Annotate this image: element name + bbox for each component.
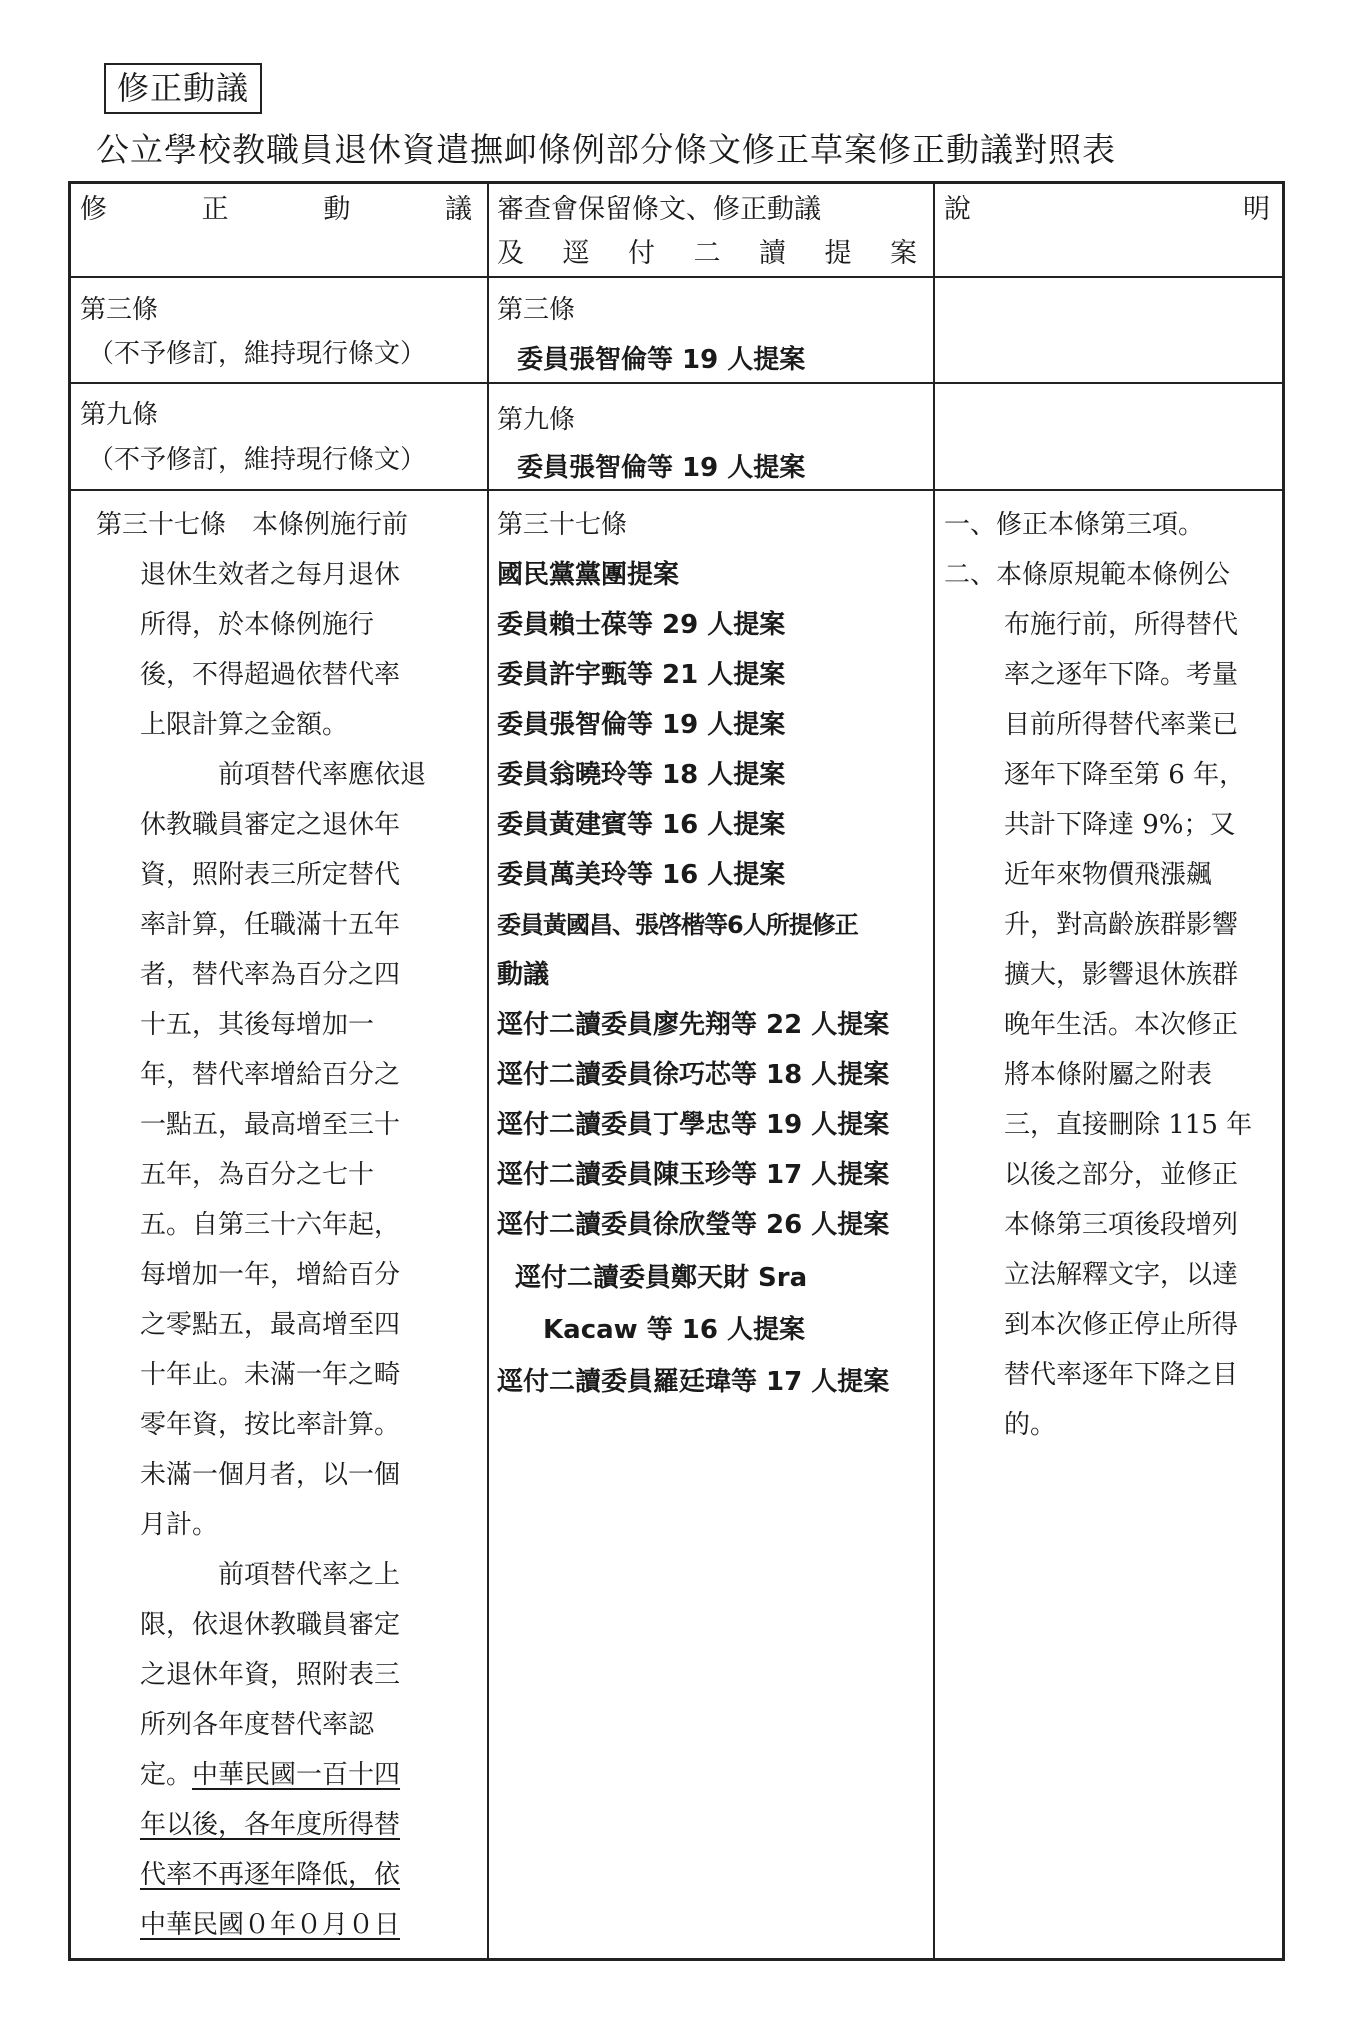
row3-amendment-line: 未滿一個月者，以一個 (140, 1460, 401, 1490)
row3-amendment-line: 者，替代率為百分之四 (140, 960, 401, 990)
row2-proposal: 委員張智倫等 19 人提案 (517, 453, 806, 483)
row3-amendment-line: 之退休年資，照附表三 (140, 1660, 401, 1690)
row3-amendment-line (140, 1755, 400, 1795)
column-divider-2 (933, 181, 935, 1961)
row3-amendment-underlined: 中華民國０年０月０日 (140, 1910, 401, 1940)
row3-amendment-line: 所得，於本條例施行 (140, 610, 375, 640)
row3-explanation-line: 立法解釋文字，以達 (1004, 1260, 1239, 1290)
row3-amendment-line: 零年資，按比率計算。 (140, 1410, 401, 1440)
row3-amendment-line: 每增加一年，增給百分 (140, 1260, 401, 1290)
row3-proposal: 委員許宇甄等 21 人提案 (497, 660, 786, 690)
column-divider-1 (487, 181, 489, 1961)
row3-proposal: 逕付二讀委員丁學忠等 19 人提案 (497, 1110, 890, 1140)
row3-explanation-line: 三，直接刪除 115 年 (1004, 1110, 1253, 1140)
row3-amendment-text: 定。 (140, 1760, 193, 1790)
row3-proposal: 逕付二讀委員徐欣瑩等 26 人提案 (497, 1210, 890, 1240)
row3-explanation-line: 擴大，影響退休族群 (1004, 960, 1239, 990)
row3-amendment-line: 後，不得超過依替代率 (140, 660, 401, 690)
row3-explanation-line: 逐年下降至第 6 年， (1004, 760, 1246, 790)
row3-proposal: 委員黃建賓等 16 人提案 (497, 810, 786, 840)
row3-amendment-line: 上限計算之金額。 (140, 710, 349, 740)
row1-proposal: 委員張智倫等 19 人提案 (517, 345, 806, 375)
row3-explanation-line: 到本次修正停止所得 (1004, 1310, 1239, 1340)
row3-amendment-underlined: 年以後，各年度所得替 (140, 1810, 401, 1840)
row3-explanation-line: 率之逐年下降。考量 (1004, 660, 1239, 690)
row3-explanation-line: 共計下降達 9%；又 (1004, 810, 1236, 840)
header-col-explanation: 說 明 (944, 194, 1270, 225)
row3-amendment-line: 退休生效者之每月退休 (140, 560, 401, 590)
row3-proposal: 逕付二讀委員徐巧芯等 18 人提案 (497, 1060, 890, 1090)
row3-proposal: 委員賴士葆等 29 人提案 (497, 610, 786, 640)
document-title: 公立學校教職員退休資遣撫卹條例部分條文修正草案修正動議對照表 (96, 130, 1116, 169)
row3-explanation-line: 一、修正本條第三項。 (944, 510, 1205, 540)
row3-amendment-underlined: 代率不再逐年降低，依 (140, 1860, 401, 1890)
row3-amendment-underlined: 中華民國一百十四 (192, 1760, 401, 1790)
header-col-review-line1: 審查會保留條文、修正動議 (497, 194, 821, 225)
row3-amendment-line: 休教職員審定之退休年 (140, 810, 401, 840)
row3-amendment-line: 月計。 (140, 1510, 219, 1540)
row3-explanation-line: 以後之部分，並修正 (1004, 1160, 1239, 1190)
row3-explanation-line: 目前所得替代率業已 (1004, 710, 1239, 740)
row3-proposal: 委員黃國昌、張啓楷等6人所提修正 (497, 911, 858, 939)
row3-explanation-line: 升，對高齡族群影響 (1004, 910, 1239, 940)
row3-amendment-line: 一點五，最高增至三十 (140, 1110, 401, 1140)
motion-tag: 修正動議 (104, 63, 262, 114)
row3-amendment-line: 前項替代率之上 (218, 1560, 401, 1590)
row3-amendment-line: 十年止。未滿一年之畸 (140, 1360, 401, 1390)
row3-amendment-line: 所列各年度替代率認 (140, 1710, 375, 1740)
row2-article: 第九條 (80, 400, 159, 430)
row3-proposal: Kacaw 等 16 人提案 (543, 1315, 806, 1345)
header-divider (68, 276, 1285, 278)
header-col-amendment: 修 正 動 議 (80, 194, 472, 225)
row3-amendment-line: 五。自第三十六年起， (140, 1210, 401, 1240)
row1-article: 第三條 (80, 295, 159, 325)
row3-explanation-line: 將本條附屬之附表 (1004, 1060, 1213, 1090)
row2-review-article: 第九條 (497, 405, 576, 435)
row2-note: （不予修訂，維持現行條文） (88, 445, 427, 475)
row3-amendment-line: 年，替代率增給百分之 (140, 1060, 401, 1090)
row3-amendment-line: 前項替代率應依退 (218, 760, 427, 790)
row3-proposal: 逕付二讀委員陳玉珍等 17 人提案 (497, 1160, 890, 1190)
row3-proposal: 委員翁曉玲等 18 人提案 (497, 760, 786, 790)
row3-amendment-line: 資，照附表三所定替代 (140, 860, 401, 890)
row3-proposal: 委員張智倫等 19 人提案 (497, 710, 786, 740)
row-divider-2 (68, 489, 1285, 491)
row3-amendment-line: 率計算，任職滿十五年 (140, 910, 401, 940)
row3-explanation-line: 布施行前，所得替代 (1004, 610, 1239, 640)
row3-amendment-line: 第三十七條 本條例施行前 (96, 510, 409, 540)
row3-amendment-line: 之零點五，最高增至四 (140, 1310, 401, 1340)
row1-note: （不予修訂，維持現行條文） (88, 339, 427, 369)
row3-explanation-line: 的。 (1004, 1410, 1057, 1440)
row3-proposal: 國民黨黨團提案 (497, 560, 680, 590)
row3-proposal: 動議 (497, 960, 550, 990)
row3-review-article: 第三十七條 (497, 510, 628, 540)
row3-proposal: 逕付二讀委員羅廷瑋等 17 人提案 (497, 1367, 890, 1397)
row3-amendment-line: 限，依退休教職員審定 (140, 1610, 401, 1640)
row3-proposal: 逕付二讀委員廖先翔等 22 人提案 (497, 1010, 890, 1040)
row1-review-article: 第三條 (497, 295, 576, 325)
row-divider-1 (68, 382, 1285, 384)
row3-proposal: 逕付二讀委員鄭天財 Sra (515, 1263, 808, 1293)
row3-explanation-line: 晚年生活。本次修正 (1004, 1010, 1239, 1040)
row3-explanation-line: 二、本條原規範本條例公 (944, 560, 1231, 590)
header-col-review-line2: 及 逕 付 二 讀 提 案 (497, 238, 917, 269)
row3-explanation-line: 替代率逐年下降之目 (1004, 1360, 1239, 1390)
row3-proposal: 委員萬美玲等 16 人提案 (497, 860, 786, 890)
row3-explanation-line: 近年來物價飛漲飆 (1004, 860, 1213, 890)
row3-amendment-line: 五年，為百分之七十 (140, 1160, 375, 1190)
row3-amendment-line: 十五，其後每增加一 (140, 1010, 375, 1040)
row3-explanation-line: 本條第三項後段增列 (1004, 1210, 1239, 1240)
